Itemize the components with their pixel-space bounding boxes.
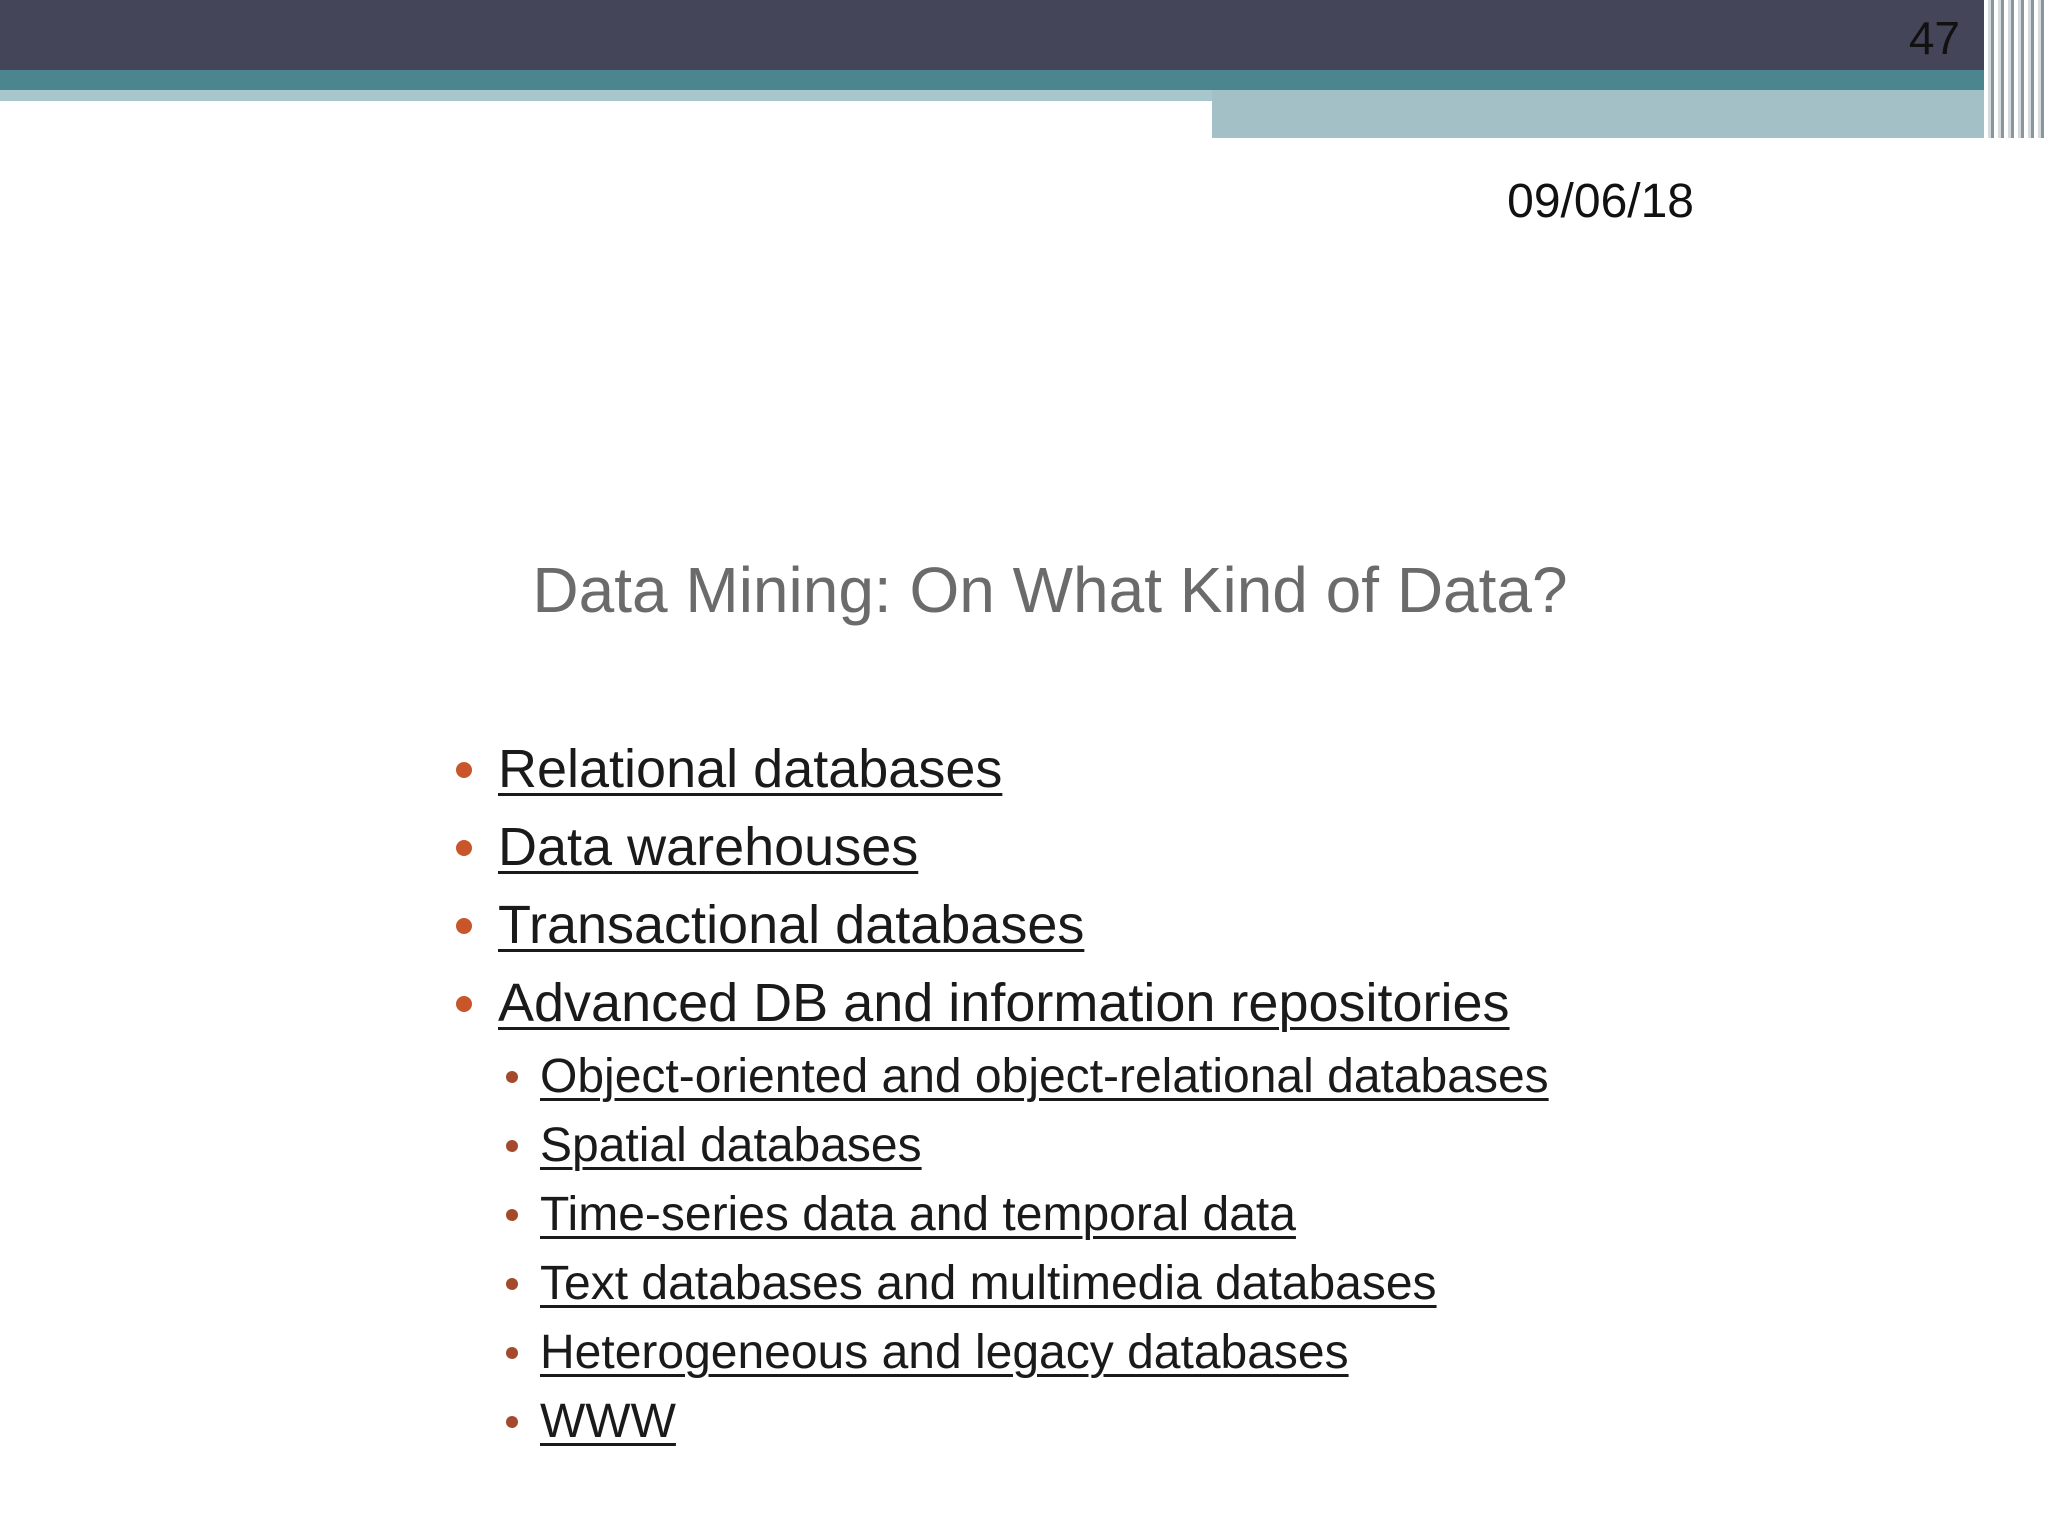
sub-bullet-dot-icon bbox=[506, 1209, 518, 1221]
sub-bullet-item bbox=[440, 1042, 1740, 1111]
sub-bullet-item bbox=[440, 1111, 1740, 1180]
sub-bullet-item bbox=[440, 1387, 1740, 1456]
bullet-list bbox=[440, 730, 1740, 1456]
sub-bullet-link[interactable]: Text databases and multimedia databases bbox=[540, 1257, 1437, 1310]
bullet-item bbox=[440, 808, 1740, 886]
sub-bullet-item bbox=[440, 1318, 1740, 1387]
bullet-dot-icon bbox=[456, 918, 472, 934]
header-teal-bar bbox=[0, 70, 2000, 90]
header-dark-bar bbox=[0, 0, 2000, 70]
sub-bullet-link[interactable]: Time-series data and temporal data bbox=[540, 1188, 1296, 1241]
bullet-dot-icon bbox=[456, 996, 472, 1012]
bullet-item bbox=[440, 964, 1740, 1042]
bullet-link[interactable]: Advanced DB and information repositories bbox=[498, 973, 1510, 1033]
sub-bullet-link[interactable]: WWW bbox=[540, 1395, 676, 1448]
header-light-block bbox=[1212, 90, 2012, 138]
sub-bullet-link[interactable]: Spatial databases bbox=[540, 1119, 922, 1172]
header-edge-stripes bbox=[1984, 0, 2048, 138]
sub-bullet-dot-icon bbox=[506, 1140, 518, 1152]
sub-bullet-link[interactable]: Heterogeneous and legacy databases bbox=[540, 1326, 1349, 1379]
bullet-item bbox=[440, 886, 1740, 964]
bullet-link[interactable]: Data warehouses bbox=[498, 817, 919, 877]
sub-bullet-dot-icon bbox=[506, 1347, 518, 1359]
header-light-stripe bbox=[0, 90, 1212, 101]
sub-bullet-link[interactable]: Object-oriented and object-relational databases bbox=[540, 1050, 1549, 1103]
bullet-link[interactable]: Relational databases bbox=[498, 739, 1003, 799]
bullet-link[interactable]: Transactional databases bbox=[498, 895, 1085, 955]
sub-bullet-item bbox=[440, 1249, 1740, 1318]
sub-bullet-item bbox=[440, 1180, 1740, 1249]
sub-bullet-dot-icon bbox=[506, 1071, 518, 1083]
sub-bullet-dot-icon bbox=[506, 1278, 518, 1290]
page-number: 47 bbox=[1908, 12, 1960, 64]
slide-title: Data Mining: On What Kind of Data? bbox=[532, 554, 1568, 626]
bullet-item bbox=[440, 730, 1740, 808]
sub-bullet-dot-icon bbox=[506, 1416, 518, 1428]
bullet-dot-icon bbox=[456, 762, 472, 778]
bullet-dot-icon bbox=[456, 840, 472, 856]
slide-date: 09/06/18 bbox=[1507, 175, 1694, 228]
